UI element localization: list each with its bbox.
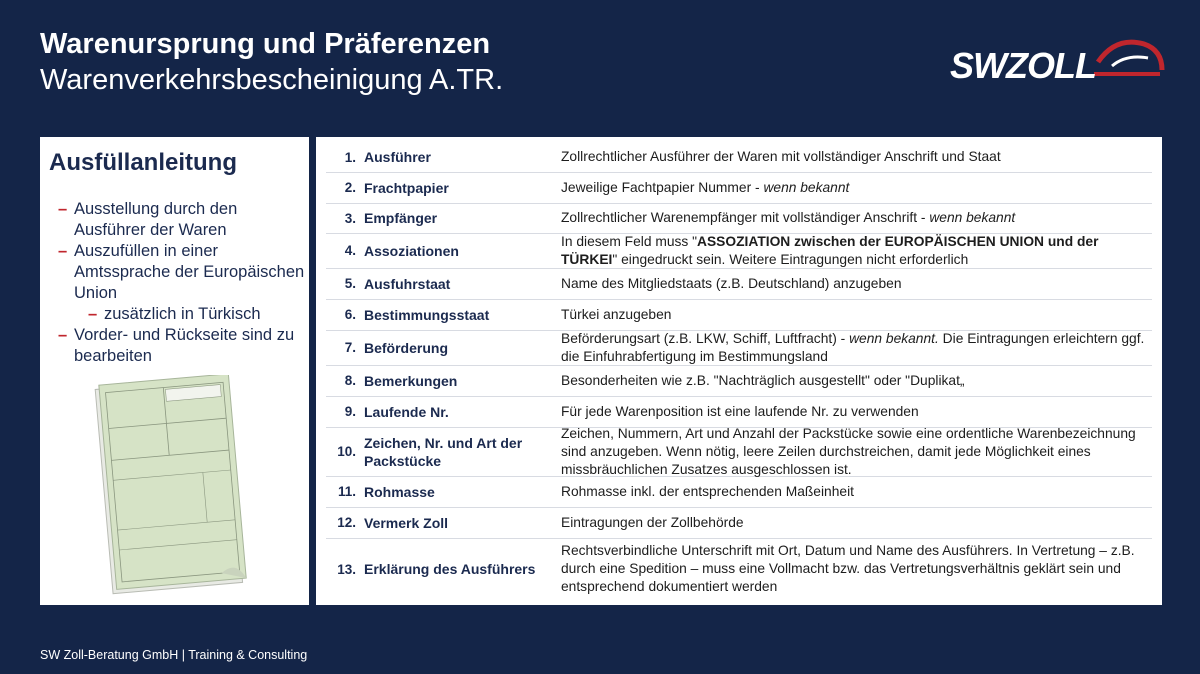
field-description: In diesem Feld muss "ASSOZIATION zwischen der EUROPÄISCHEN UNION und der TÜRKEI" eingedruckt sein. Weitere Eintragungen nicht erforderlich — [561, 233, 1099, 267]
field-row — [326, 268, 1152, 300]
field-name: Ausfuhrstaat — [364, 275, 451, 292]
dash-icon: – — [58, 200, 68, 218]
guide-bullet: – Vorder- und Rückseite sind zu bearbeiten — [58, 326, 295, 365]
field-description: Name des Mitgliedstaats (z.B. Deutschland) anzugeben — [561, 275, 902, 291]
field-number: 10. — [337, 444, 356, 459]
field-description: Rohmasse inkl. der entsprechenden Maßeinheit — [561, 483, 854, 499]
field-description: Für jede Warenposition ist eine laufende Nr. zu verwenden — [561, 403, 919, 419]
field-row — [326, 538, 1152, 600]
field-name: Beförderung — [364, 339, 448, 356]
page-subtitle: Warenverkehrsbescheinigung A.TR. — [40, 64, 504, 96]
guide-panel — [40, 137, 309, 605]
field-row — [326, 172, 1152, 204]
field-number: 1. — [344, 149, 356, 165]
field-name: Zeichen, Nr. und Art der Packstücke — [364, 434, 523, 469]
field-number: 11. — [337, 484, 356, 499]
field-description: Eintragungen der Zollbehörde — [561, 514, 744, 530]
page-title: Warenursprung und Präferenzen — [40, 28, 491, 60]
guide-sub-bullet: – zusätzlich in Türkisch — [88, 305, 261, 323]
dash-icon: – — [88, 305, 98, 323]
field-number: 6. — [344, 307, 356, 322]
swzoll-logo — [948, 32, 1168, 92]
field-number: 5. — [344, 276, 356, 291]
field-row — [326, 142, 1152, 173]
field-number: 9. — [344, 404, 356, 419]
field-row — [326, 233, 1152, 269]
field-description: Zollrechtlicher Warenempfänger mit vollständiger Anschrift - wenn bekannt — [561, 210, 1016, 225]
field-description: Beförderungsart (z.B. LKW, Schiff, Luftfracht) - wenn bekannt. Die Eintragungen erleichtern ggf. die Einfuhrabfertigung im Bestimmungsland — [561, 330, 1145, 364]
field-row — [326, 365, 1152, 397]
dash-icon: – — [58, 326, 68, 344]
field-description: Jeweilige Fachtpapier Nummer - wenn bekannt — [561, 179, 850, 195]
field-name: Bemerkungen — [364, 372, 458, 389]
guide-bullet-list — [58, 199, 308, 367]
field-name: Empfänger — [364, 210, 438, 226]
field-number: 8. — [344, 373, 356, 388]
field-name: Assoziationen — [364, 242, 459, 259]
field-row — [326, 396, 1152, 428]
field-row — [326, 476, 1152, 508]
guide-bullet: – Auszufüllen in einer Amtssprache der Europäischen Union — [58, 242, 305, 302]
field-number: 3. — [344, 210, 356, 226]
field-description: Zollrechtlicher Ausführer der Waren mit vollständiger Anschrift und Staat — [561, 149, 1001, 164]
field-name: Frachtpapier — [364, 179, 449, 196]
field-name: Vermerk Zoll — [364, 514, 449, 531]
field-number: 13. — [337, 561, 356, 577]
field-number: 2. — [344, 180, 356, 195]
field-number: 4. — [344, 243, 356, 258]
field-number: 7. — [344, 340, 356, 355]
field-name: Laufende Nr. — [364, 403, 449, 420]
guide-bullet: – Ausstellung durch den Ausführer der Waren — [58, 200, 238, 239]
footer-text: SW Zoll-Beratung GmbH | Training & Consulting — [40, 648, 308, 662]
fields-table — [316, 137, 1162, 605]
field-row — [326, 507, 1152, 539]
field-row — [326, 427, 1152, 477]
logo-text: SWZOLL — [950, 45, 1096, 86]
field-description: Besonderheiten wie z.B. "Nachträglich ausgestellt" oder "Duplikat„ — [561, 372, 965, 388]
atr-form-document-icon — [94, 375, 254, 600]
field-name: Rohmasse — [364, 483, 435, 500]
dash-icon: – — [58, 242, 68, 260]
field-row — [326, 299, 1152, 331]
field-description: Rechtsverbindliche Unterschrift mit Ort, Datum und Name des Ausführers. In Vertretung – z.B. durch eine Spedition – muss eine Vollmacht bzw. das Vertretungsverhältnis geklärt sein und entsprechend dokumentiert werden — [561, 543, 1135, 594]
field-row — [326, 203, 1152, 234]
field-name: Ausführer — [364, 149, 431, 165]
field-description: Türkei anzugeben — [561, 306, 672, 322]
field-name: Bestimmungsstaat — [364, 306, 490, 323]
field-description: Zeichen, Nummern, Art und Anzahl der Packstücke sowie eine ordentliche Warenbezeichnung sind anzugeben. Wenn nötig, leere Zeilen durchstreichen, damit jede Möglichkeit eines missbräuchlichen Zusatzes ausgeschlossen ist. — [561, 425, 1136, 477]
field-number: 12. — [337, 515, 356, 530]
guide-heading: Ausfüllanleitung — [49, 149, 237, 176]
field-name: Erklärung des Ausführers — [364, 561, 536, 577]
field-row — [326, 330, 1152, 366]
